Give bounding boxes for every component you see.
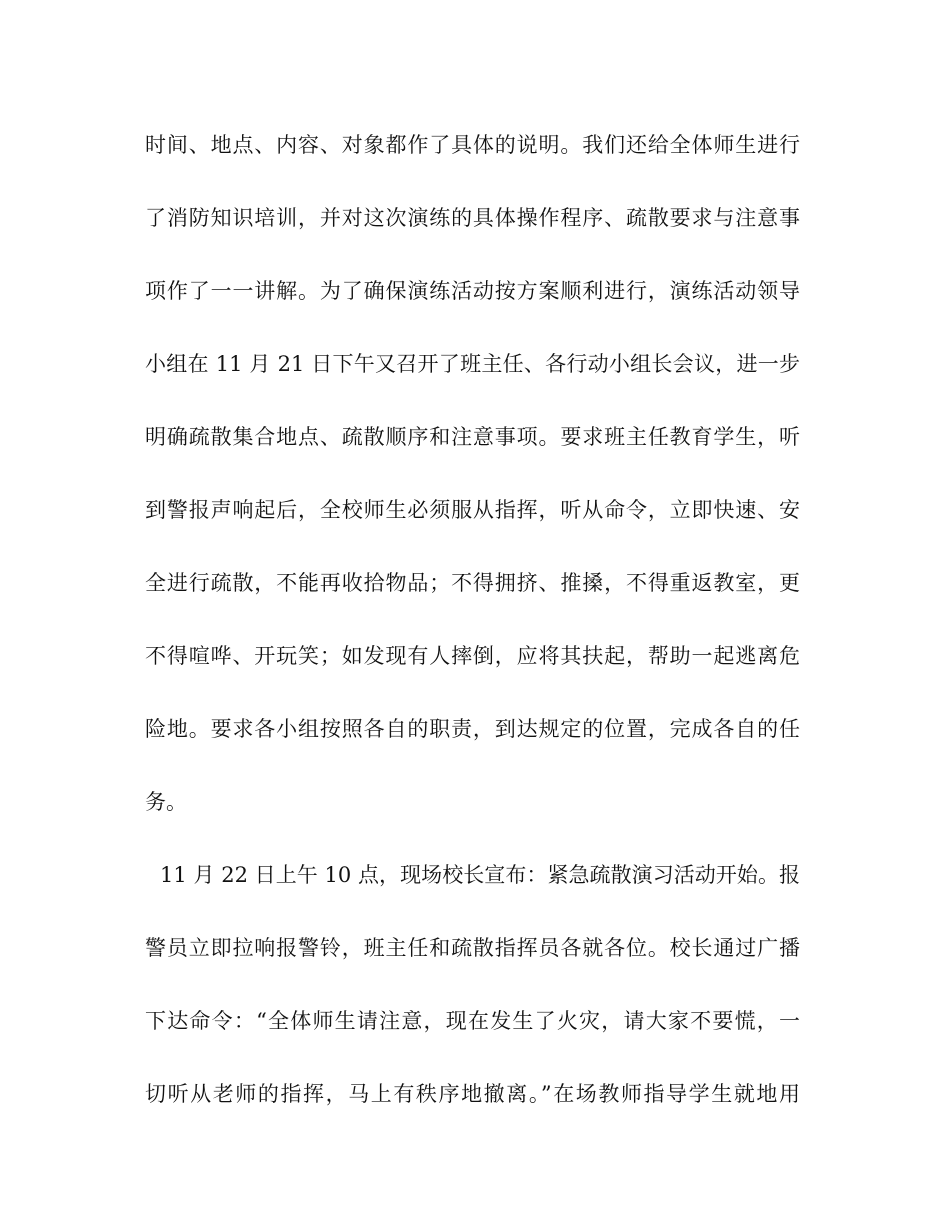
- paragraph-1-line-8: 不得喧哗、开玩笑；如发现有人摔倒，应将其扶起，帮助一起逃离危: [145, 644, 800, 668]
- paragraph-1-line-10: 务。: [145, 790, 187, 814]
- paragraph-1-line-9: 险地。要求各小组按照各自的职责，到达规定的位置，完成各自的任: [145, 717, 800, 741]
- paragraph-1-line-3: 项作了一一讲解。为了确保演练活动按方案顺利进行，演练活动领导: [145, 279, 800, 303]
- paragraph-2-line-4: 切听从老师的指挥，马上有秩序地撤离。”在场教师指导学生就地用: [145, 1082, 800, 1106]
- paragraph-1-line-6: 到警报声响起后，全校师生必须服从指挥，听从命令，立即快速、安: [145, 498, 800, 522]
- paragraph-1-line-7: 全进行疏散，不能再收拾物品；不得拥挤、推搡，不得重返教室，更: [145, 571, 800, 595]
- paragraph-2-line-1: 11 月 22 日上午 10 点，现场校长宣布：紧急疏散演习活动开始。报: [160, 863, 800, 887]
- paragraph-1-line-4: 小组在 11 月 21 日下午又召开了班主任、各行动小组长会议，进一步: [145, 352, 800, 376]
- paragraph-2-line-3: 下达命令：“全体师生请注意，现在发生了火灾，请大家不要慌，一: [145, 1009, 800, 1033]
- paragraph-1-line-5: 明确疏散集合地点、疏散顺序和注意事项。要求班主任教育学生，听: [145, 425, 800, 449]
- paragraph-2-line-2: 警员立即拉响报警铃，班主任和疏散指挥员各就各位。校长通过广播: [145, 936, 800, 960]
- paragraph-1-line-1: 时间、地点、内容、对象都作了具体的说明。我们还给全体师生进行: [145, 133, 800, 157]
- paragraph-1-line-2: 了消防知识培训，并对这次演练的具体操作程序、疏散要求与注意事: [145, 206, 800, 230]
